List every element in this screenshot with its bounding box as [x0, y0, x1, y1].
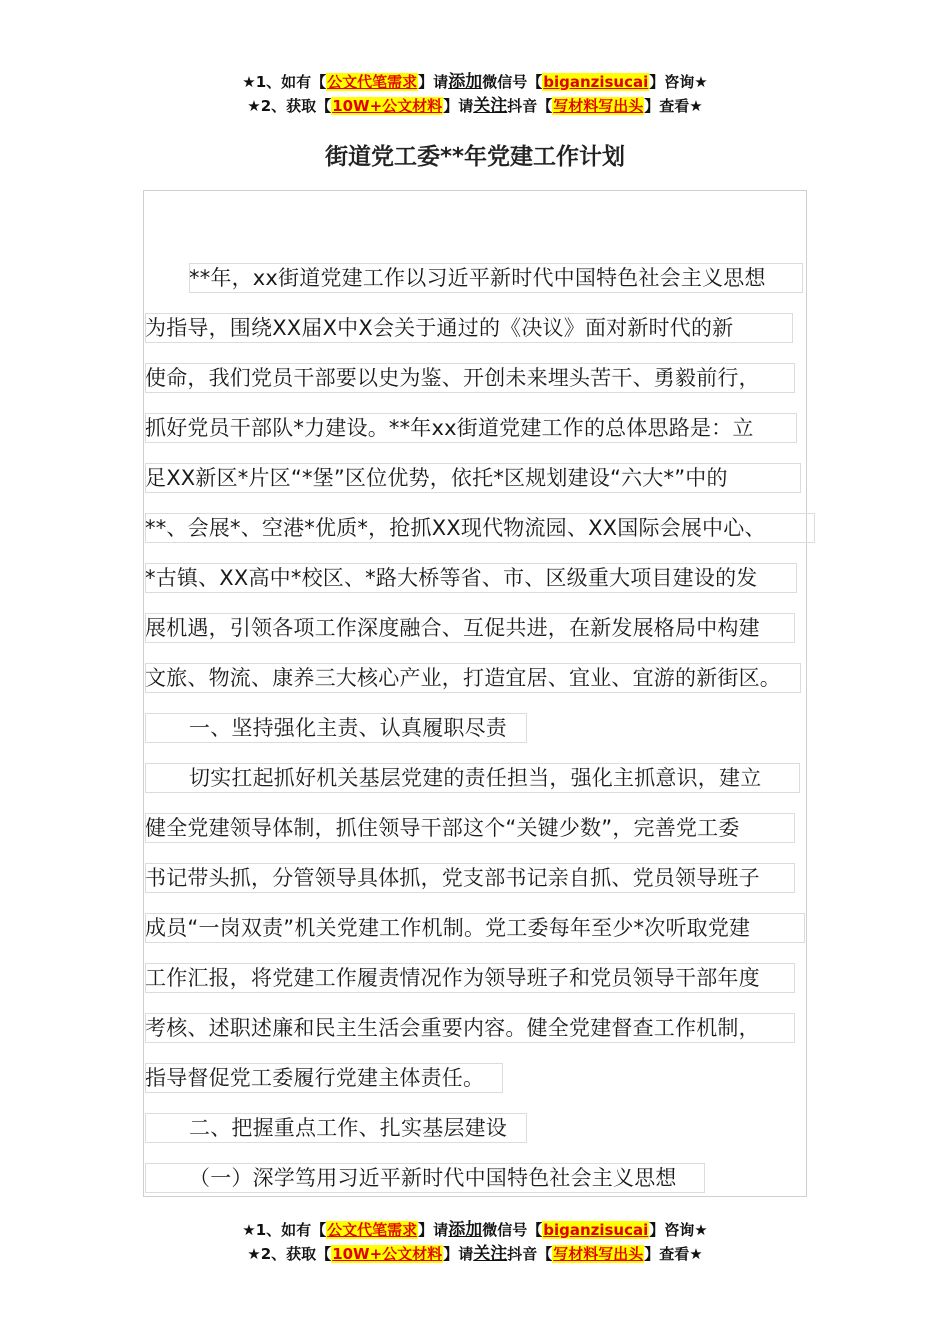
promo-banner-bottom — [0, 1218, 950, 1266]
document-title: 街道党工委**年党建工作计划 — [324, 144, 626, 170]
text-line: 书记带头抓，分管领导具体抓，党支部书记亲自抓、党员领导班子 — [145, 853, 810, 903]
douyin-id: 写材料写出头 — [553, 97, 644, 115]
document-body — [145, 253, 810, 1203]
promo-line-2: ★2、获取【10W+公文材料】请关注抖音【写材料写出头】查看★ — [247, 96, 703, 116]
subsection-heading: （一）深学笃用习近平新时代中国特色社会主义思想 — [145, 1153, 810, 1203]
promo-banner-top — [0, 70, 950, 118]
wechat-id: biganzisucai — [543, 1221, 649, 1239]
promo-line-1: ★1、如有【公文代笔需求】请添加微信号【biganzisucai】咨询★ — [242, 1220, 708, 1240]
section-heading: 一、坚持强化主责、认真履职尽责 — [145, 703, 810, 753]
promo-highlight: 10W+公文材料 — [332, 1245, 443, 1263]
text-line: 文旅、物流、康养三大核心产业，打造宜居、宜业、宜游的新街区。 — [145, 653, 810, 703]
promo-highlight: 公文代笔需求 — [327, 73, 418, 91]
text-line: 使命，我们党员干部要以史为鉴、开创未来埋头苦干、勇毅前行， — [145, 353, 810, 403]
promo-line-1: ★1、如有【公文代笔需求】请添加微信号【biganzisucai】咨询★ — [242, 72, 708, 92]
text-line: *古镇、XX高中*校区、*路大桥等省、市、区级重大项目建设的发 — [145, 553, 810, 603]
text-line: 为指导，围绕XX届X中X会关于通过的《决议》面对新时代的新 — [145, 303, 810, 353]
text-line: 展机遇，引领各项工作深度融合、互促共进，在新发展格局中构建 — [145, 603, 810, 653]
text-line: 指导督促党工委履行党建主体责任。 — [145, 1053, 810, 1103]
text-line: 工作汇报，将党建工作履责情况作为领导班子和党员领导干部年度 — [145, 953, 810, 1003]
text-line: 抓好党员干部队*力建设。**年xx街道党建工作的总体思路是：立 — [145, 403, 810, 453]
text-line: 切实扛起抓好机关基层党建的责任担当，强化主抓意识，建立 — [145, 753, 810, 803]
text-line: **年，xx街道党建工作以习近平新时代中国特色社会主义思想 — [145, 253, 810, 303]
wechat-id: biganzisucai — [543, 73, 649, 91]
text-line: 考核、述职述廉和民主生活会重要内容。健全党建督查工作机制， — [145, 1003, 810, 1053]
text-line: 成员“一岗双责”机关党建工作机制。党工委每年至少*次听取党建 — [145, 903, 810, 953]
section-heading: 二、把握重点工作、扎实基层建设 — [145, 1103, 810, 1153]
text-line: 足XX新区*片区“*堡”区位优势，依托*区规划建设“六大*”中的 — [145, 453, 810, 503]
douyin-id: 写材料写出头 — [553, 1245, 644, 1263]
promo-line-2: ★2、获取【10W+公文材料】请关注抖音【写材料写出头】查看★ — [247, 1244, 703, 1264]
text-line: 健全党建领导体制，抓住领导干部这个“关键少数”，完善党工委 — [145, 803, 810, 853]
text-line: **、会展*、空港*优质*，抢抓XX现代物流园、XX国际会展中心、 — [145, 503, 810, 553]
promo-highlight: 10W+公文材料 — [332, 97, 443, 115]
promo-highlight: 公文代笔需求 — [327, 1221, 418, 1239]
